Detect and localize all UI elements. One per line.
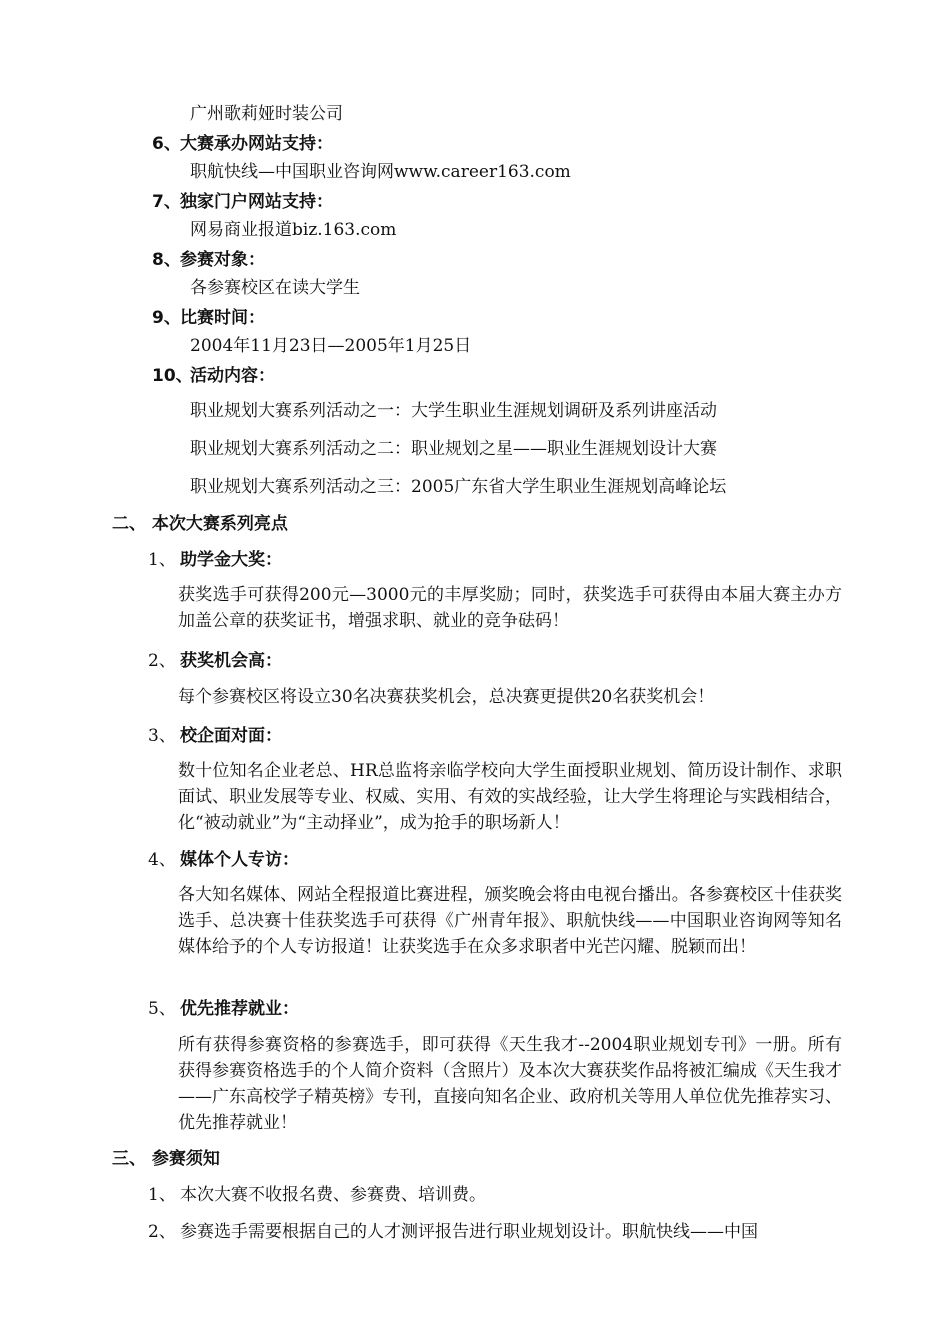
item-10-title: 活动内容： bbox=[190, 366, 275, 386]
item-9-content: 2004年11月23日—2005年1月25日 bbox=[190, 336, 472, 356]
highlight-5-text: 所有获得参赛资格的参赛选手，即可获得《天生我才--2004职业规划专刊》一册。所有获得参赛资格选手的个人简介资料（含照片）及本次大赛获奖作品将被汇编成《天生我才——广东高校学子精英榜》专刊，直接向知名企业、政府机关等用人单位优先推荐实习、优先推荐就业！ bbox=[178, 1035, 842, 1133]
highlight-2-title: 获奖机会高： bbox=[180, 651, 282, 671]
item-7-number: 7、 bbox=[152, 192, 181, 212]
highlight-2-text: 每个参赛校区将设立30名决赛获奖机会，总决赛更提供20名获奖机会！ bbox=[178, 687, 715, 707]
notice-2-number: 2、 bbox=[148, 1222, 176, 1242]
highlight-5-title: 优先推荐就业： bbox=[180, 999, 299, 1019]
highlight-1-text: 获奖选手可获得200元—3000元的丰厚奖励；同时，获奖选手可获得由本届大赛主办方加盖公章的获奖证书，增强求职、就业的竞争砝码！ bbox=[178, 585, 842, 631]
item-7-content: 网易商业报道biz.163.com bbox=[190, 220, 397, 240]
notice-2-text: 参赛选手需要根据自己的人才测评报告进行职业规划设计。职航快线——中国 bbox=[180, 1222, 758, 1242]
highlight-3-title: 校企面对面： bbox=[180, 726, 282, 746]
highlight-2-number: 2、 bbox=[148, 651, 176, 671]
activity-1: 职业规划大赛系列活动之一：大学生职业生涯规划调研及系列讲座活动 bbox=[190, 401, 717, 421]
item-9-number: 9、 bbox=[152, 308, 181, 328]
section-3-heading: 三、 参赛须知 bbox=[112, 1149, 220, 1169]
item-7-title: 独家门户网站支持： bbox=[180, 192, 333, 212]
section-2-heading: 二、 本次大赛系列亮点 bbox=[112, 514, 288, 534]
highlight-4-title: 媒体个人专访： bbox=[180, 850, 299, 870]
highlight-1-number: 1、 bbox=[148, 550, 176, 570]
item-6-content: 职航快线—中国职业咨询网www.career163.com bbox=[190, 162, 571, 182]
item-8-title: 参赛对象： bbox=[180, 250, 265, 270]
item-6-number: 6、 bbox=[152, 134, 181, 154]
highlight-3-number: 3、 bbox=[148, 726, 176, 746]
activity-3: 职业规划大赛系列活动之三：2005广东省大学生职业生涯规划高峰论坛 bbox=[190, 477, 727, 497]
item-8-number: 8、 bbox=[152, 250, 181, 270]
item-10-number: 10、 bbox=[152, 366, 193, 386]
highlight-4-text: 各大知名媒体、网站全程报道比赛进程，颁奖晚会将由电视台播出。各参赛校区十佳获奖选手、总决赛十佳获奖选手可获得《广州青年报》、职航快线——中国职业咨询网等知名媒体给予的个人专访报道！让获奖选手在众多求职者中光芒闪耀、脱颖而出！ bbox=[178, 885, 842, 957]
item-8-content: 各参赛校区在读大学生 bbox=[190, 278, 360, 298]
highlight-4-number: 4、 bbox=[148, 850, 176, 870]
item-9-title: 比赛时间： bbox=[180, 308, 265, 328]
notice-1-text: 本次大赛不收报名费、参赛费、培训费。 bbox=[180, 1185, 486, 1205]
item-6-title: 大赛承办网站支持： bbox=[180, 134, 333, 154]
activity-2: 职业规划大赛系列活动之二：职业规划之星——职业生涯规划设计大赛 bbox=[190, 439, 717, 459]
highlight-5-number: 5、 bbox=[148, 999, 176, 1019]
highlight-3-text: 数十位知名企业老总、HR总监将亲临学校向大学生面授职业规划、简历设计制作、求职面试、职业发展等专业、权威、实用、有效的实战经验，让大学生将理论与实践相结合，化“被动就业”为“主动择业”，成为抢手的职场新人！ bbox=[178, 761, 842, 833]
notice-1-number: 1、 bbox=[148, 1185, 176, 1205]
company-name: 广州歌莉娅时装公司 bbox=[190, 104, 343, 124]
highlight-1-title: 助学金大奖： bbox=[180, 550, 282, 570]
